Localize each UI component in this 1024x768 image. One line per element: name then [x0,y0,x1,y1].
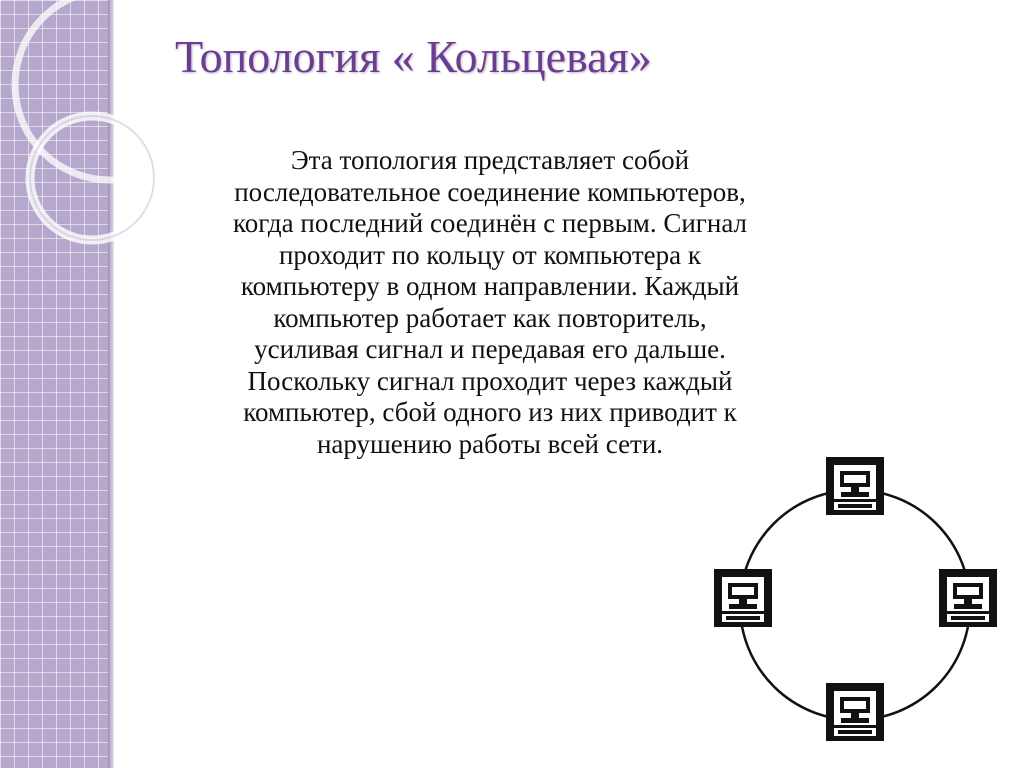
slide-body-text [140,145,840,460]
body-line: компьютеру в одном направлении. Каждый [240,271,740,301]
ring-topology-diagram [700,450,1010,760]
body-line: нарушению работы всей сети. [316,428,664,459]
body-line: усиливая сигнал и передавая его дальше. [254,334,726,364]
body-line: когда последний соединён с первым. Сигнал [232,208,748,238]
body-line: Поскольку сигнал проходит через каждый [247,365,733,396]
body-line: компьютер, сбой одного из них приводит к [243,397,737,427]
computer-icon [826,683,884,741]
ring-node-right [939,569,997,627]
body-line: последовательное соединение компьютеров, [234,176,746,207]
computer-icon [714,569,772,627]
body-line: проходит по кольцу от компьютера к [278,239,701,270]
slide-title: Топология « Кольцевая» [175,31,652,82]
body-line: Эта топология представляет собой [290,145,690,175]
ring-node-bottom [826,683,884,741]
computer-icon [826,457,884,515]
ring-node-top [826,457,884,515]
body-line: компьютер работает как повторитель, [273,302,707,333]
ring-node-left [714,569,772,627]
computer-icon [939,569,997,627]
